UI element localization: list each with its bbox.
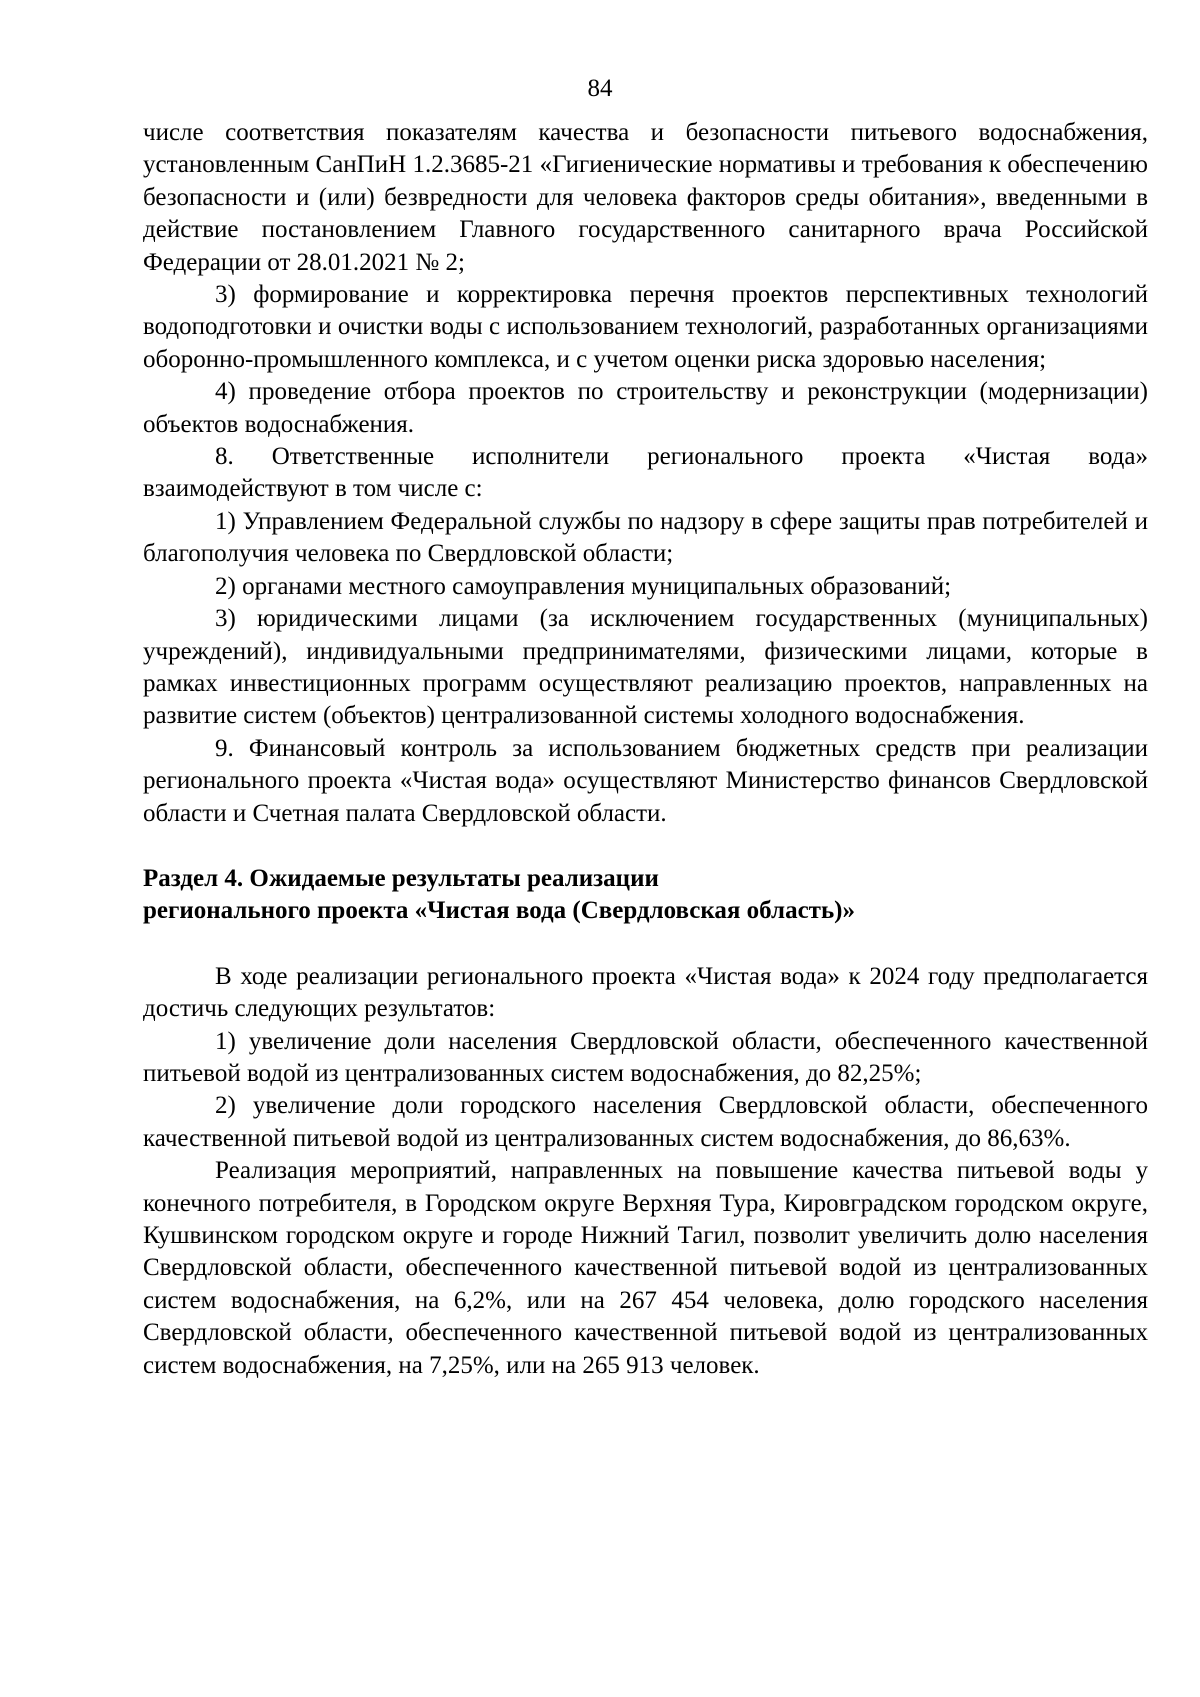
paragraph-continuation: числе соответствия показателям качества и безопасности питьевого водоснабжения, установленным СанПиН 1.2.3685-21 «Гигиенические нормативы и требования к обеспечению безопасности и (или) безвредности для человека факторов среды обитания», введенными в действие постановлением Главного государственного санитарного врача Российской Федерации от 28.01.2021 № 2; xyxy=(143,119,1148,276)
page-number: 84 xyxy=(587,75,613,102)
paragraph-section-9: 9. Финансовый контроль за использованием бюджетных средств при реализации регионального проекта «Чистая вода» осуществляют Министерство финансов Свердловской области и Счетная палата Свердловской области. xyxy=(143,734,1148,827)
section-heading-line-1: Раздел 4. Ожидаемые результаты реализации xyxy=(143,864,659,892)
paragraph-results-intro: В ходе реализации регионального проекта «Чистая вода» к 2024 году предполагается достичь следующих результатов: xyxy=(143,962,1148,1023)
paragraph-result-2: 2) увеличение доли городского населения Свердловской области, обеспеченного качественной питьевой водой из централизованных систем водоснабжения, до 86,63%. xyxy=(143,1092,1148,1152)
paragraph-item-2: 2) органами местного самоуправления муниципальных образований; xyxy=(215,572,952,600)
section-heading-line-2: регионального проекта «Чистая вода (Свердловская область)» xyxy=(143,897,855,925)
paragraph-item-1: 1) Управлением Федеральной службы по надзору в сфере защиты прав потребителей и благополучия человека по Свердловской области; xyxy=(143,507,1148,568)
paragraph-implementation: Реализация мероприятий, направленных на повышение качества питьевой воды у конечного потребителя, в Городском округе Верхняя Тура, Кировградском городском округе, Кушвинском городском округе и городе Нижний Тагил, позволит увеличить долю населения Свердловской области, обеспеченного качественной питьевой водой из централизованных систем водоснабжения, на 6,2%, или на 267 454 человека, долю городского населения Свердловской области, обеспеченного качественной питьевой водой из централизованных систем водоснабжения, на 7,25%, или на 265 913 человек. xyxy=(143,1157,1148,1379)
paragraph-section-8: 8. Ответственные исполнители регионального проекта «Чистая вода» взаимодействуют в том числе с: xyxy=(143,443,1148,503)
document-body xyxy=(143,117,1148,1382)
paragraph-item-3-legal: 3) юридическими лицами (за исключением государственных (муниципальных) учреждений), индивидуальными предпринимателями, физическими лицами, которые в рамках инвестиционных программ осуществляют реализацию проектов, направленных на развитие систем (объектов) централизованной системы холодного водоснабжения. xyxy=(143,605,1148,730)
paragraph-item-4: 4) проведение отбора проектов по строительству и реконструкции (модернизации) объектов водоснабжения. xyxy=(143,378,1148,438)
paragraph-item-3: 3) формирование и корректировка перечня проектов перспективных технологий водоподготовки и очистки воды с использованием технологий, разработанных организациями оборонно-промышленного комплекса, и с учетом оценки риска здоровью населения; xyxy=(143,281,1148,373)
paragraph-result-1: 1) увеличение доли населения Свердловской области, обеспеченного качественной питьевой водой из централизованных систем водоснабжения, до 82,25%; xyxy=(143,1027,1148,1087)
